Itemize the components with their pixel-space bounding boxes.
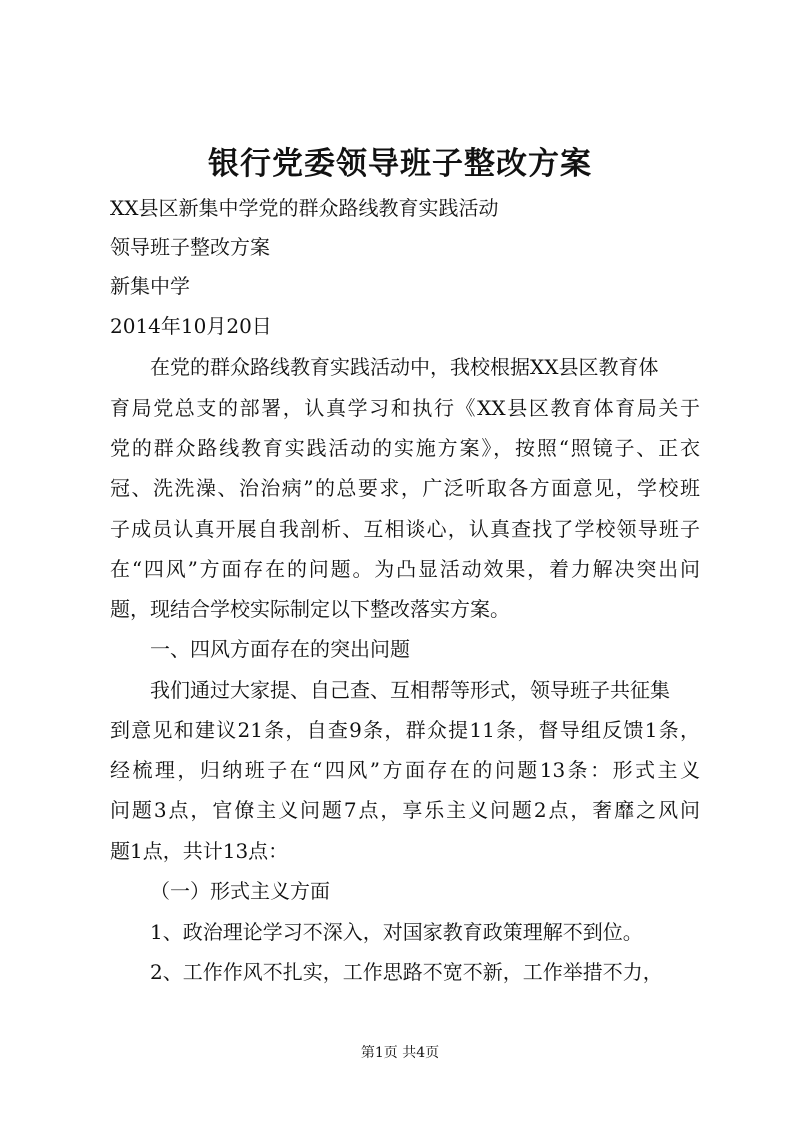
header-line-school-name: 新集中学	[110, 274, 190, 298]
paragraph1-line: 在“四风”方面存在的问题。为凸显活动效果，着力解决突出问	[110, 557, 700, 581]
section1-heading: 一、四风方面存在的突出问题	[150, 637, 410, 661]
paragraph2-line: 到意见和建议21条，自查9条，群众提11条，督导组反馈1条，	[110, 718, 700, 742]
document-title: 银行党委领导班子整改方案	[208, 146, 592, 182]
paragraph2-line: 题1点，共计13点：	[110, 839, 289, 863]
list-item: 2、工作作风不扎实，工作思路不宽不新，工作举措不力，	[150, 960, 663, 984]
paragraph2-line: 问题3点，官僚主义问题7点，享乐主义问题2点，奢靡之风问	[110, 798, 700, 822]
paragraph1-line: 党的群众路线教育实践活动的实施方案》，按照“照镜子、正衣	[110, 436, 700, 460]
page-number-footer: 第1页 共4页	[360, 1045, 440, 1061]
paragraph1-line: 子成员认真开展自我剖析、互相谈心，认真查找了学校领导班子	[110, 517, 700, 541]
header-line-school-activity: XX县区新集中学党的群众路线教育实践活动	[110, 196, 499, 220]
paragraph1-line: 在党的群众路线教育实践活动中，我校根据XX县区教育体	[150, 355, 659, 379]
header-line-date: 2014年10月20日	[110, 314, 272, 338]
paragraph2-line: 我们通过大家提、自己查、互相帮等形式，领导班子共征集	[150, 678, 670, 702]
paragraph2-line: 经梳理，归纳班子在“四风”方面存在的问题13条：形式主义	[110, 758, 700, 782]
header-line-plan-title: 领导班子整改方案	[110, 235, 270, 259]
list-item: 1、政治理论学习不深入，对国家教育政策理解不到位。	[150, 920, 643, 944]
paragraph1-line: 育局党总支的部署，认真学习和执行《XX县区教育体育局关于	[110, 396, 700, 420]
paragraph1-line: 冠、洗洗澡、治治病”的总要求，广泛听取各方面意见，学校班	[110, 476, 700, 500]
paragraph1-line: 题，现结合学校实际制定以下整改落实方案。	[110, 597, 510, 621]
subsection1-heading: （一）形式主义方面	[150, 879, 330, 903]
